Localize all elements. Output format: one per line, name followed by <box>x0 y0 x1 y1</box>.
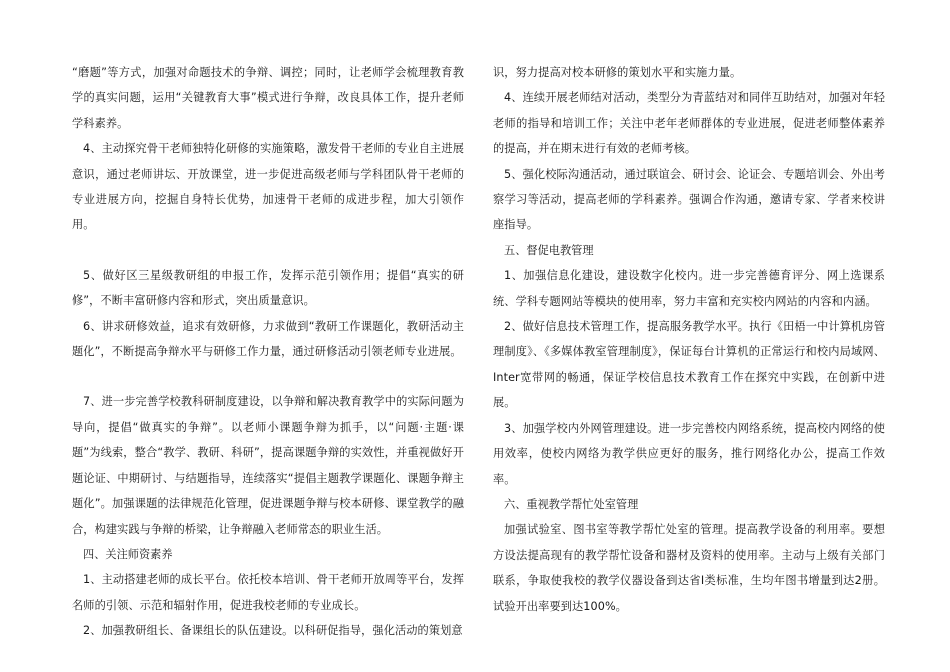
section-heading: 四、关注师资素养 <box>83 547 173 561</box>
paragraph: 3、加强学校内外网管理建设。进一步完善校内网络系统，提高校内网络的使用效率，使校内网络为教学供应更好的服务，推行网络化办公，提高工作效率。 <box>493 421 885 486</box>
left-column <box>72 60 464 644</box>
section-heading: 六、重视教学帮忙处室管理 <box>504 497 639 511</box>
paragraph: 1、加强信息化建设，建设数字化校内。进一步完善德育评分、网上选课系统、学科专题网站等模块的使用率，努力丰富和充实校内网站的内容和内涵。 <box>493 269 885 308</box>
paragraph: “磨题”等方式，加强对命题技术的争辩、调控；同时，让老师学会梳理教育教学的真实问题，运用“关键教育大事”模式进行争辩，改良具体工作，提升老师学科素养。 <box>72 66 464 130</box>
paragraph: 6、讲求研修效益，追求有效研修，力求做到“教研工作课题化，教研活动主题化”，不断提高争辩水平与研修工作力量，通过研修活动引领老师专业进展。 <box>72 319 464 359</box>
paragraph: 7、进一步完善学校教科研制度建设，以争辩和解决教育教学中的实际问题为导向，提倡“做真实的争辩”。以老师小课题争辩为抓手，以“问题·主题·课题”为线索，整合“教学、教研、科研”，提高课题争辩的实效性，并重视做好开题论证、中期研讨、与结题指导，连续落实“提倡主题教学课题化、课题争辩主题化”。加强课题的法律规范化管理，促进课题争辩与校本研修、课堂教学的融合，构建实践与争辩的桥梁，让争辩融入老师常态的职业生活。 <box>72 395 464 536</box>
paragraph: 5、做好区三星级教研组的申报工作，发挥示范引领作用；提倡“真实的研修”，不断丰富研修内容和形式，突出质量意识。 <box>72 268 464 308</box>
right-column <box>493 60 885 619</box>
section-heading: 五、督促电教管理 <box>504 243 594 257</box>
paragraph: 加强试验室、图书室等教学帮忙处室的管理。提高教学设备的利用率。要想方设法提高现有的教学帮忙设备和器材及资料的使用率。主动与上级有关部门联系，争取使我校的教学仪器设备到达省Ⅰ类标准，生均年图书增量到达2册。试验开出率要到达100%。 <box>493 523 885 613</box>
paragraph: 2、加强教研组长、备课组长的队伍建设。以科研促指导，强化活动的策划意 <box>83 624 463 638</box>
paragraph: 1、主动搭建老师的成长平台。依托校本培训、骨干老师开放周等平台，发挥名师的引领、示范和辐射作用，促进我校老师的专业成长。 <box>72 573 464 612</box>
paragraph: 4、主动探究骨干老师独特化研修的实施策略，激发骨干老师的专业自主进展意识，通过老师讲坛、开放课堂，进一步促进高级老师与学科团队骨干老师的专业进展方向，挖掘自身特长优势，加速骨干老师的成进步程，加大引领作用。 <box>72 142 464 232</box>
paragraph: 5、强化校际沟通活动，通过联谊会、研讨会、论证会、专题培训会、外出考察学习等活动，提高老师的学科素养。强调合作沟通，邀请专家、学者来校讲座指导。 <box>493 167 885 232</box>
paragraph: 4、连续开展老师结对活动，类型分为青蓝结对和同伴互助结对，加强对年轻老师的指导和培训工作；关注中老年老师群体的专业进展，促进老师整体素养的提高，并在期末进行有效的老师考核。 <box>493 91 885 156</box>
paragraph: 识，努力提高对校本研修的策划水平和实施力量。 <box>493 66 742 79</box>
paragraph: 2、做好信息技术管理工作，提高服务教学水平。执行《田梧一中计算机房管理制度》、《多媒体教室管理制度》，保证每台计算机的正常运行和校内局域网、Inter宽带网的畅通，保证学校信息技术教育工作在探究中实践，在创新中进展。 <box>493 320 885 410</box>
